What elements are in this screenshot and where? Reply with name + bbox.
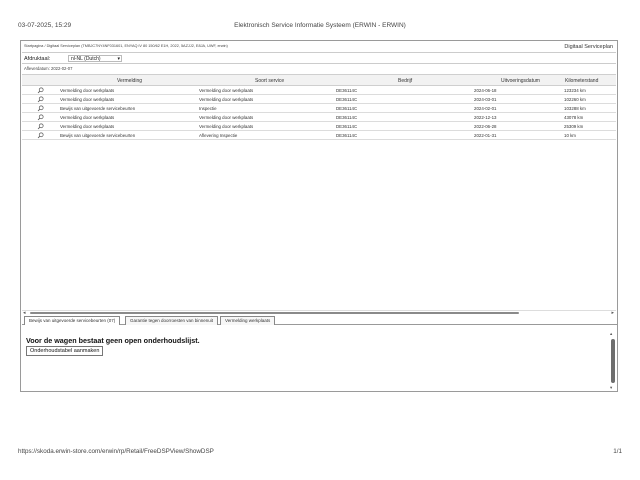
scroll-left-icon[interactable]: ◂ [23, 310, 26, 316]
cell-date: 2022-12-13 [474, 115, 497, 120]
table-row[interactable] [22, 104, 616, 113]
magnifier-icon[interactable] [37, 87, 44, 94]
scroll-down-icon[interactable]: ▾ [610, 385, 613, 390]
cell-kind: Inspectie [199, 106, 217, 111]
app-frame [20, 40, 618, 392]
column-header-company[interactable]: Bedrijf [398, 78, 413, 84]
service-table [22, 86, 616, 140]
print-datetime: 03-07-2025, 15:29 [18, 22, 72, 29]
magnifier-icon[interactable] [37, 96, 44, 103]
cell-kind: Aflevering Inspectie [199, 133, 238, 138]
scroll-up-icon[interactable]: ▴ [610, 331, 613, 336]
tab-workshop-entries[interactable]: Vermelding werkplaats [220, 316, 275, 325]
cell-date: 2024-06-18 [474, 88, 497, 93]
digital-serviceplan-link[interactable]: Digitaal Serviceplan [564, 44, 613, 50]
table-row[interactable] [22, 86, 616, 95]
cell-company: DE36114C [336, 97, 358, 102]
table-row[interactable] [22, 122, 616, 131]
cell-description: Vermelding door werkplaats [60, 88, 115, 93]
cell-company: DE36114C [336, 133, 358, 138]
cell-description: Vermelding door werkplaats [60, 97, 115, 102]
cell-km: 123234 km [564, 88, 586, 93]
cell-date: 2022-01-31 [474, 133, 497, 138]
table-row[interactable] [22, 95, 616, 104]
page-number: 1/1 [613, 448, 622, 455]
cell-kind: Vermelding door werkplaats [199, 88, 254, 93]
page-url: https://skoda.erwin-store.com/erwin/rp/Retail/FreeDSPView/ShowDSP [18, 448, 214, 455]
cell-km: 43078 km [564, 115, 584, 120]
cell-km: 25309 km [564, 124, 584, 129]
cell-kind: Vermelding door werkplaats [199, 124, 254, 129]
print-header [18, 22, 622, 34]
filter-bar [22, 52, 616, 64]
print-language-value: nl-NL (Dutch) [71, 56, 101, 62]
cell-km: 103288 km [564, 106, 586, 111]
scroll-right-icon[interactable]: ▸ [611, 310, 614, 316]
tab-rust-warranty[interactable]: Garantie tegen doorroesten van binnenuit [125, 316, 218, 325]
no-open-maintenance-message: Voor de wagen bestaat geen open onderhoudslijst. [26, 336, 200, 345]
cell-company: DE36114C [336, 106, 358, 111]
cell-kind: Vermelding door werkplaats [199, 115, 254, 120]
horizontal-scroll-thumb[interactable] [30, 312, 519, 314]
create-maintenance-table-button[interactable]: Onderhoudstabel aanmaken [26, 346, 103, 356]
cell-description: Vermelding door werkplaats [60, 124, 115, 129]
cell-company: DE36114C [336, 115, 358, 120]
delivery-date: Afleverdatum: 2022-02-07 [24, 66, 73, 71]
cell-date: 2022-06-28 [474, 124, 497, 129]
magnifier-icon[interactable] [37, 123, 44, 130]
cell-description: Bewijs van uitgevoerde servicebeurten [60, 133, 136, 138]
tab-strip [22, 315, 618, 325]
cell-date: 2024-03-01 [474, 97, 497, 102]
cell-description: Bewijs van uitgevoerde servicebeurten [60, 106, 136, 111]
cell-company: DE36114C [336, 124, 358, 129]
cell-km: 10 km [564, 133, 576, 138]
table-row[interactable] [22, 131, 616, 140]
magnifier-icon[interactable] [37, 114, 44, 121]
vertical-scroll-thumb[interactable] [611, 339, 615, 383]
column-header-km[interactable]: Kilometerstand [565, 78, 599, 84]
cell-description: Vermelding door werkplaats [60, 115, 115, 120]
cell-date: 2024-02-01 [474, 106, 497, 111]
cell-company: DE36114C [336, 88, 358, 93]
breadcrumb[interactable]: Startpagina / Digitaal Serviceplan (TMBJC7NY4NF031601, ENYAQ iV 80 150/62 E1H, 2022, 5AZJJ2, E8JA, UWF, erwin) [24, 44, 228, 48]
column-header-date[interactable]: Uitvoeringsdatum [501, 78, 540, 84]
magnifier-icon[interactable] [37, 105, 44, 112]
print-language-label: Afdruktaal: [24, 56, 51, 62]
table-header [22, 74, 616, 86]
column-header-description[interactable]: Vermelding [117, 78, 143, 84]
vertical-scrollbar[interactable] [610, 331, 616, 391]
cell-km: 102260 km [564, 97, 586, 102]
print-title: Elektronisch Service Informatie Systeem (ERWIN - ERWIN) [234, 22, 406, 29]
print-language-select[interactable] [68, 55, 122, 62]
column-header-kind[interactable]: Soort service [255, 78, 285, 84]
cell-kind: Vermelding door werkplaats [199, 97, 254, 102]
magnifier-icon[interactable] [37, 132, 44, 139]
table-row[interactable] [22, 113, 616, 122]
tab-service-proofs[interactable]: Bewijs van uitgevoerde servicebeurten (07) [24, 316, 120, 325]
chevron-down-icon: ▾ [117, 56, 120, 62]
